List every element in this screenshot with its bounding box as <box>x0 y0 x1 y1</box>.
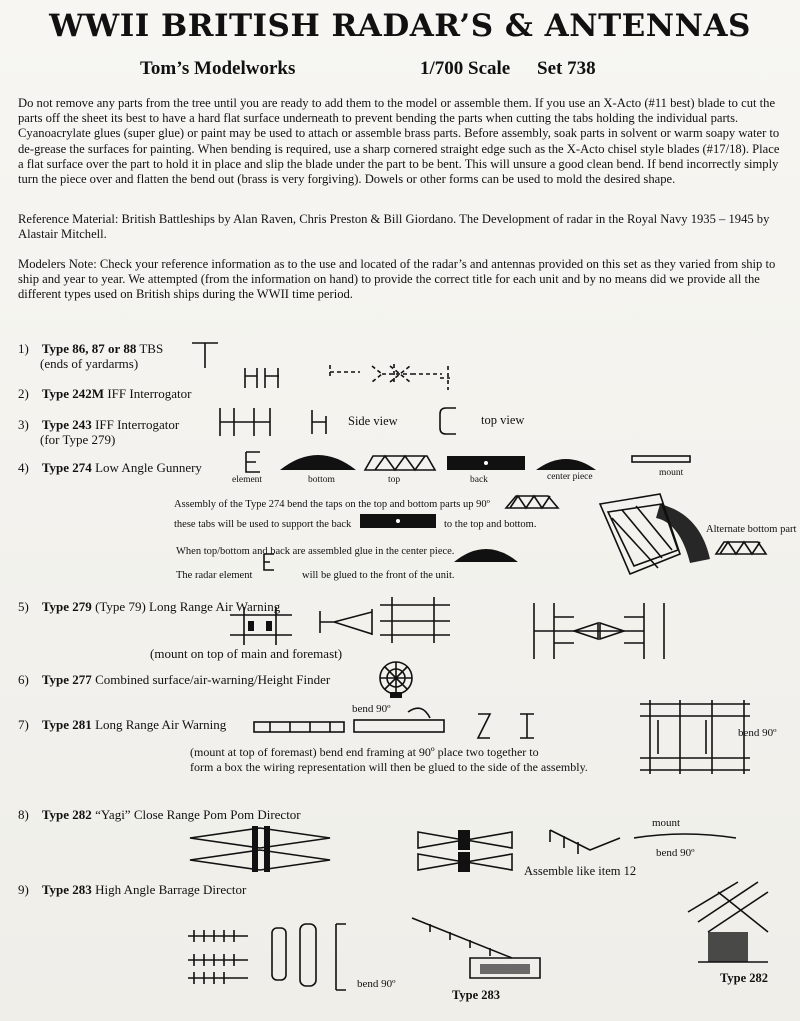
item-7-heading: 7) Type 281 Long Range Air Warning <box>18 717 227 732</box>
set-number: Set 738 <box>537 58 596 79</box>
item-2-heading: 2) Type 242M IFF Interrogator <box>18 386 192 401</box>
item-7-bend-label: bend 90º <box>352 703 391 715</box>
item-4-assembly-2b: to the top and bottom. <box>444 519 537 530</box>
item-6-dish-antenna <box>376 660 416 700</box>
item-4-assembly-4: The radar element <box>176 570 253 581</box>
item-4-label-element: element <box>232 475 263 485</box>
type-283-caption: Type 283 <box>452 988 501 1002</box>
item-7-bend-label-2: bend 90º <box>738 727 777 739</box>
item-4-label-center: center piece <box>547 472 593 482</box>
item-7-frame-parts <box>250 700 790 780</box>
item-1-heading: 1) Type 86, 87 or 88 TBS <box>18 341 164 356</box>
item-8-bend-label: bend 90º <box>656 847 695 859</box>
item-3-top-view-label: top view <box>481 413 525 427</box>
item-8-assemble-note: Assemble like item 12 <box>524 864 637 878</box>
item-4-assembly-diagrams <box>360 484 790 584</box>
item-9-barrage-director-parts <box>186 916 366 996</box>
item-7-note-1: (mount at top of foremast) bend end framing at 90º place two together to <box>190 745 539 759</box>
item-4-assembly-1: Assembly of the Type 274 bend the taps on the top and bottom parts up 90º <box>174 499 490 510</box>
intro-paragraph: Do not remove any parts from the tree until you are ready to add them to the model or assemble them. If you use an X-Acto (#11 best) blade to cut the parts off the sheet its best to have a hard flat surface underneath to prevent bending the parts when cutting the tabs holding the individual parts. Cyanoacrylate glues (super glue) or paint may be used to attach or assemble brass parts. Before assembly, soak parts in solvent or warm soapy water to de-grease the surfaces for painting. When bending is required, use a sharp cornered straight edge such as the X-Acto chisel style blades (#17/18). Place a flat surface over the part to hold it in place and slip the blade under the part to be bent. This will unsure a good clean bend. If bend incorrectly simply turn the piece over and flatten the bend out (brass is very forgiving). Dowels or other forms can be used to mold the desired shape. <box>18 96 780 187</box>
item-5-subtitle: (mount on top of main and foremast) <box>150 646 343 661</box>
type-282-caption: Type 282 <box>720 971 769 985</box>
item-9-bend-label: bend 90º <box>357 978 396 990</box>
item-4-parts-row <box>240 448 700 478</box>
type-282-illustration <box>678 872 788 972</box>
item-1-tbs-antenna <box>190 340 220 370</box>
item-8-mount-label: mount <box>652 817 681 829</box>
item-4-assembly-4b: will be glued to the front of the unit. <box>302 570 455 581</box>
item-3-side-view-label: Side view <box>348 414 398 428</box>
page-title: WWII BRITISH RADAR’S & ANTENNAS <box>49 8 751 44</box>
item-4-label-back: back <box>470 475 488 485</box>
modelers-note-paragraph: Modelers Note: Check your reference information as to the use and located of the radar’s and antennas provided on this set as they varied from ship to ship and year to year. We attempted (from the information on hand) to provide the correct title for each unit and by no means did we provide all the different types used on British ships during the WWII time period. <box>18 257 776 302</box>
item-7-note-2: form a box the wiring representation will then be glued to the side of the assembly. <box>190 760 588 774</box>
item-4-label-bottom: bottom <box>308 475 335 485</box>
item-4-assembly-2: these tabs will be used to support the back <box>174 519 352 530</box>
scale-label: 1/700 Scale <box>420 58 511 79</box>
item-8-heading: 8) Type 282 “Yagi” Close Range Pom Pom Director <box>18 807 301 822</box>
item-3-heading: 3) Type 243 IFF Interrogator <box>18 417 180 432</box>
item-5-antenna-parts <box>224 597 784 663</box>
item-9-heading: 9) Type 283 High Angle Barrage Director <box>18 882 247 897</box>
item-5-heading: 5) Type 279 (Type 79) Long Range Air Warning <box>18 599 281 614</box>
item-4-label-mount: mount <box>659 468 684 478</box>
item-4-alternate-label: Alternate bottom part <box>706 524 797 535</box>
manufacturer-name: Tom’s Modelworks <box>140 58 296 79</box>
item-4-assembly-3: When top/bottom and back are assembled glue in the center piece. <box>176 546 455 557</box>
item-2-iff-diagram <box>240 360 640 390</box>
item-4-heading: 4) Type 274 Low Angle Gunnery <box>18 460 202 475</box>
type-283-illustration <box>410 908 560 988</box>
reference-paragraph: Reference Material: British Battleships by Alan Raven, Chris Preston & Bill Giordano. The Development of radar in the Royal Navy 1935 – 1945 by Alastair Mitchell. <box>18 212 770 242</box>
item-8-yagi-parts <box>186 826 726 874</box>
item-4-label-top: top <box>388 475 401 485</box>
item-3-subtitle: (for Type 279) <box>40 432 116 447</box>
item-1-subtitle: (ends of yardarms) <box>40 356 139 371</box>
item-6-heading: 6) Type 277 Combined surface/air-warning/Height Finder <box>18 672 331 687</box>
